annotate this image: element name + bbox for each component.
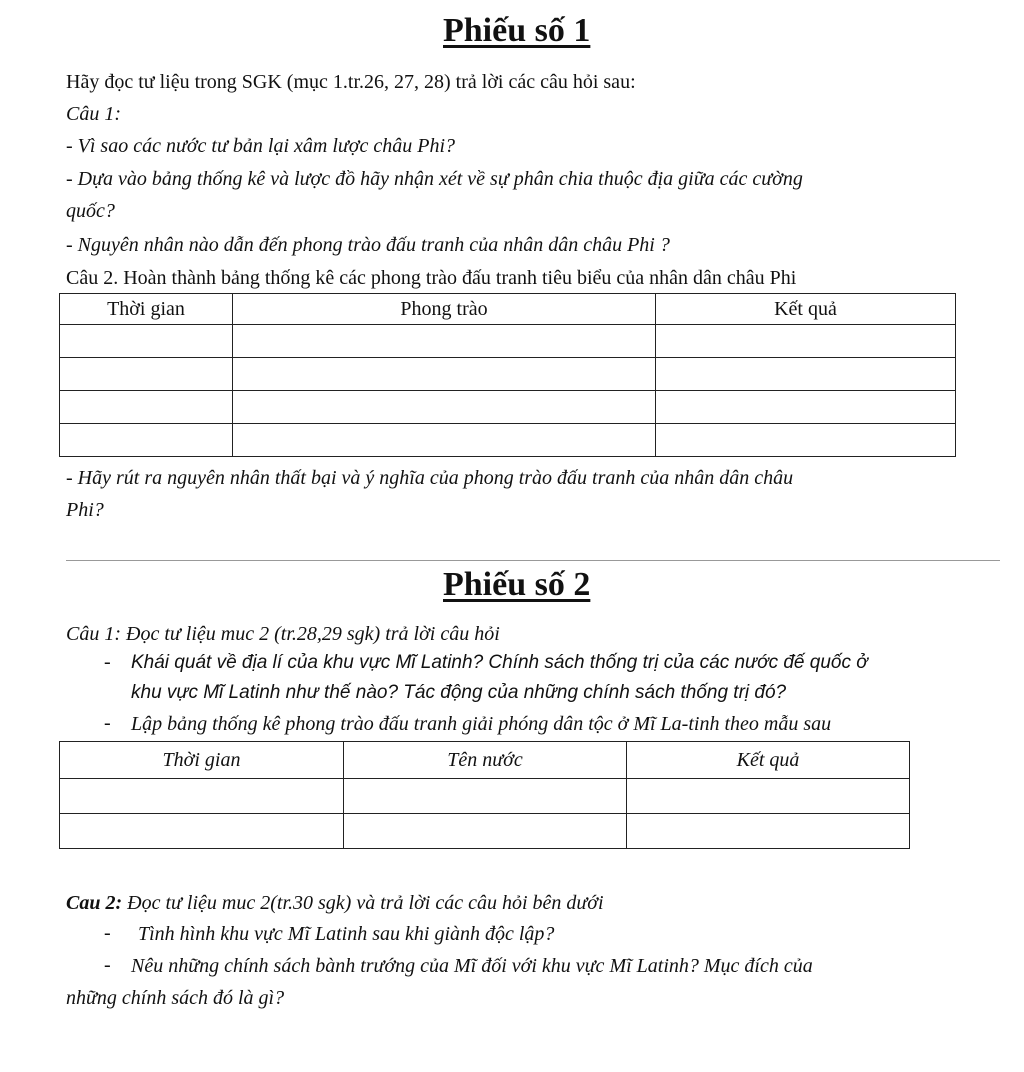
sheet2-q1-bullet: khu vực Mĩ Latinh như thế nào? Tác động của những chính sách thống trị đó? <box>131 682 787 703</box>
sheet1-q1-item: - Nguyên nhân nào dẫn đến phong trào đấu tranh của nhân dân châu Phi ? <box>66 234 670 256</box>
bullet-dash: - <box>104 651 111 673</box>
sheet2-q1-bullet: Khái quát về địa lí của khu vực Mĩ Latinh? Chính sách thống trị của các nước đế quốc ở <box>131 652 868 673</box>
sheet1-q1-label: Câu 1: <box>66 103 121 125</box>
table-cell[interactable] <box>233 391 656 424</box>
table-cell[interactable] <box>627 779 910 814</box>
sheet2-q1-bullet: Lập bảng thống kê phong trào đấu tranh giải phóng dân tộc ở Mĩ La-tinh theo mẫu sau <box>131 713 832 735</box>
table-cell[interactable] <box>233 358 656 391</box>
sheet1-after-table: - Hãy rút ra nguyên nhân thất bại và ý nghĩa của phong trào đấu tranh của nhân dân châu <box>66 467 794 489</box>
table-cell[interactable] <box>656 325 956 358</box>
table-cell[interactable] <box>233 325 656 358</box>
table-header-row <box>60 742 910 779</box>
table-cell[interactable] <box>60 391 233 424</box>
table-header-cell: Thời gian <box>60 742 344 779</box>
table-cell[interactable] <box>60 779 344 814</box>
sheet2-q2-text: Đọc tư liệu muc 2(tr.30 sgk) và trả lời các câu hỏi bên dưới <box>122 892 604 914</box>
table-cell[interactable] <box>344 779 627 814</box>
table-cell[interactable] <box>60 424 233 457</box>
sheet1-intro: Hãy đọc tư liệu trong SGK (mục 1.tr.26, 27, 28) trả lời các câu hỏi sau: <box>66 71 636 93</box>
table-row <box>60 391 956 424</box>
sheet1-q1-item: - Dựa vào bảng thống kê và lược đồ hãy nhận xét về sự phân chia thuộc địa giữa các cường <box>66 168 803 190</box>
sheet2-table <box>59 741 910 849</box>
table-header-row <box>60 294 956 325</box>
sheet1-title: Phiếu số 1 <box>443 12 591 49</box>
bullet-dash: - <box>104 712 111 734</box>
table-row <box>60 779 910 814</box>
sheet1-q1-item: - Vì sao các nước tư bản lại xâm lược châu Phi? <box>66 135 455 157</box>
table-row <box>60 325 956 358</box>
table-cell[interactable] <box>656 358 956 391</box>
sheet2-q2-bullet: Nêu những chính sách bành trướng của Mĩ đối với khu vực Mĩ Latinh? Mục đích của <box>131 955 813 977</box>
table-cell[interactable] <box>656 424 956 457</box>
table-header-cell: Kết quả <box>627 742 910 779</box>
sheet2-q2 <box>66 891 604 915</box>
bullet-dash: - <box>104 954 111 976</box>
sheet2-q2-bullet: những chính sách đó là gì? <box>66 987 285 1009</box>
table-cell[interactable] <box>60 325 233 358</box>
sheet2-title: Phiếu số 2 <box>443 566 591 603</box>
table-header-cell: Thời gian <box>60 294 233 325</box>
sheet2-q2-bullet: Tình hình khu vực Mĩ Latinh sau khi giành độc lập? <box>138 923 555 945</box>
table-cell[interactable] <box>656 391 956 424</box>
bullet-dash: - <box>104 922 111 944</box>
table-cell[interactable] <box>60 814 344 849</box>
table-cell[interactable] <box>344 814 627 849</box>
sheet1-q1-item: quốc? <box>66 200 115 222</box>
table-cell[interactable] <box>60 358 233 391</box>
table-row <box>60 358 956 391</box>
sheet1-table <box>59 293 956 457</box>
sheet2-q2-label: Cau 2: <box>66 892 123 914</box>
section-divider <box>66 560 1000 561</box>
sheet2-q1-text: Câu 1: Đọc tư liệu muc 2 (tr.28,29 sgk) trả lời câu hỏi <box>66 623 500 645</box>
table-row <box>60 814 910 849</box>
table-header-cell: Tên nước <box>344 742 627 779</box>
table-cell[interactable] <box>627 814 910 849</box>
sheet1-after-table: Phi? <box>66 499 104 521</box>
table-header-cell: Kết quả <box>656 294 956 325</box>
table-cell[interactable] <box>233 424 656 457</box>
sheet1-q2-text: Câu 2. Hoàn thành bảng thống kê các phong trào đấu tranh tiêu biểu của nhân dân châu Phi <box>66 267 797 289</box>
table-header-cell: Phong trào <box>233 294 656 325</box>
table-row <box>60 424 956 457</box>
